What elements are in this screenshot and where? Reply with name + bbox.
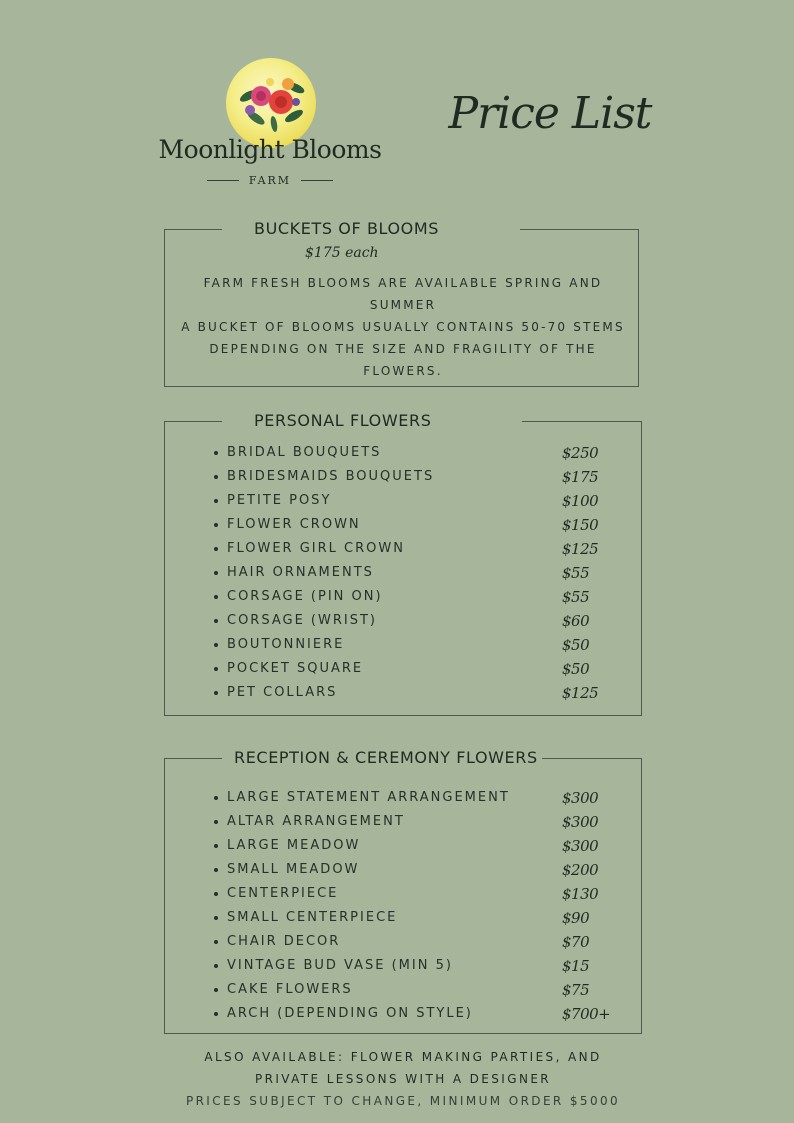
page-title: Price List (448, 88, 652, 139)
item-name: ALTAR ARRANGEMENT (227, 814, 405, 829)
item-price: $15 (562, 957, 590, 975)
bullet-icon (214, 691, 218, 695)
item-price: $60 (562, 612, 590, 630)
bullet-icon (214, 844, 218, 848)
buckets-description-line: FARM FRESH BLOOMS ARE AVAILABLE SPRING AND SUMMER (203, 276, 603, 312)
item-name: CORSAGE (PIN ON) (227, 589, 383, 604)
item-price: $90 (562, 909, 590, 927)
footer-notes (150, 1046, 656, 1112)
bullet-icon (214, 892, 218, 896)
item-price: $150 (562, 516, 599, 534)
item-name: SMALL MEADOW (227, 862, 360, 877)
bullet-icon (214, 1012, 218, 1016)
bullet-icon (214, 796, 218, 800)
item-price: $300 (562, 789, 599, 807)
item-name: CORSAGE (WRIST) (227, 613, 377, 628)
item-name: BOUTONNIERE (227, 637, 345, 652)
brand-name: Moonlight Blooms (158, 135, 382, 164)
bullet-icon (214, 547, 218, 551)
item-name: BRIDAL BOUQUETS (227, 445, 382, 460)
buckets-description (176, 272, 630, 382)
item-name: FLOWER CROWN (227, 517, 361, 532)
item-name: LARGE STATEMENT ARRANGEMENT (227, 790, 510, 805)
bullet-icon (214, 667, 218, 671)
item-price: $250 (562, 444, 599, 462)
item-price: $50 (562, 660, 590, 678)
item-price: $55 (562, 564, 590, 582)
buckets-heading: BUCKETS OF BLOOMS (254, 219, 440, 238)
bullet-icon (214, 643, 218, 647)
item-price: $300 (562, 813, 599, 831)
bullet-icon (214, 619, 218, 623)
bullet-icon (214, 451, 218, 455)
personal-heading: PERSONAL FLOWERS (254, 411, 432, 430)
item-name: LARGE MEADOW (227, 838, 361, 853)
item-name: ARCH (DEPENDING ON STYLE) (227, 1006, 473, 1021)
item-name: CENTERPIECE (227, 886, 339, 901)
item-price: $175 (562, 468, 599, 486)
item-name: PETITE POSY (227, 493, 332, 508)
bullet-icon (214, 940, 218, 944)
footer-line-3: PRICES SUBJECT TO CHANGE, MINIMUM ORDER $5000 (185, 1094, 621, 1108)
bullet-icon (214, 820, 218, 824)
item-name: HAIR ORNAMENTS (227, 565, 374, 580)
bullet-icon (214, 523, 218, 527)
item-name: PET COLLARS (227, 685, 338, 700)
brand-subtitle: FARM (248, 173, 292, 187)
item-price: $125 (562, 684, 599, 702)
brand-divider-left (207, 180, 239, 181)
item-name: POCKET SQUARE (227, 661, 364, 676)
brand-subtitle-row (200, 172, 340, 188)
item-price: $300 (562, 837, 599, 855)
bullet-icon (214, 475, 218, 479)
bullet-icon (214, 988, 218, 992)
item-price: $100 (562, 492, 599, 510)
item-price: $55 (562, 588, 590, 606)
bullet-icon (214, 916, 218, 920)
item-name: CHAIR DECOR (227, 934, 341, 949)
item-name: CAKE FLOWERS (227, 982, 353, 997)
bullet-icon (214, 499, 218, 503)
item-name: FLOWER GIRL CROWN (227, 541, 405, 556)
bullet-icon (214, 571, 218, 575)
footer-line-2: PRIVATE LESSONS WITH A DESIGNER (254, 1072, 552, 1086)
item-price: $700+ (562, 1005, 611, 1023)
item-name: VINTAGE BUD VASE (MIN 5) (227, 958, 453, 973)
brand-divider-right (301, 180, 333, 181)
bullet-icon (214, 868, 218, 872)
item-price: $75 (562, 981, 590, 999)
item-price: $130 (562, 885, 599, 903)
buckets-description-line: A BUCKET OF BLOOMS USUALLY CONTAINS 50-70 STEMS DEPENDING ON THE SIZE AND FRAGILITY OF THE FLOWERS. (181, 320, 625, 378)
item-price: $200 (562, 861, 599, 879)
reception-heading: RECEPTION & CEREMONY FLOWERS (234, 748, 538, 767)
item-price: $125 (562, 540, 599, 558)
item-name: BRIDESMAIDS BOUQUETS (227, 469, 435, 484)
item-price: $70 (562, 933, 590, 951)
item-name: SMALL CENTERPIECE (227, 910, 398, 925)
buckets-price: $175 each (305, 245, 379, 261)
item-price: $50 (562, 636, 590, 654)
footer-line-1: ALSO AVAILABLE: FLOWER MAKING PARTIES, AND (204, 1050, 602, 1064)
bullet-icon (214, 595, 218, 599)
bullet-icon (214, 964, 218, 968)
